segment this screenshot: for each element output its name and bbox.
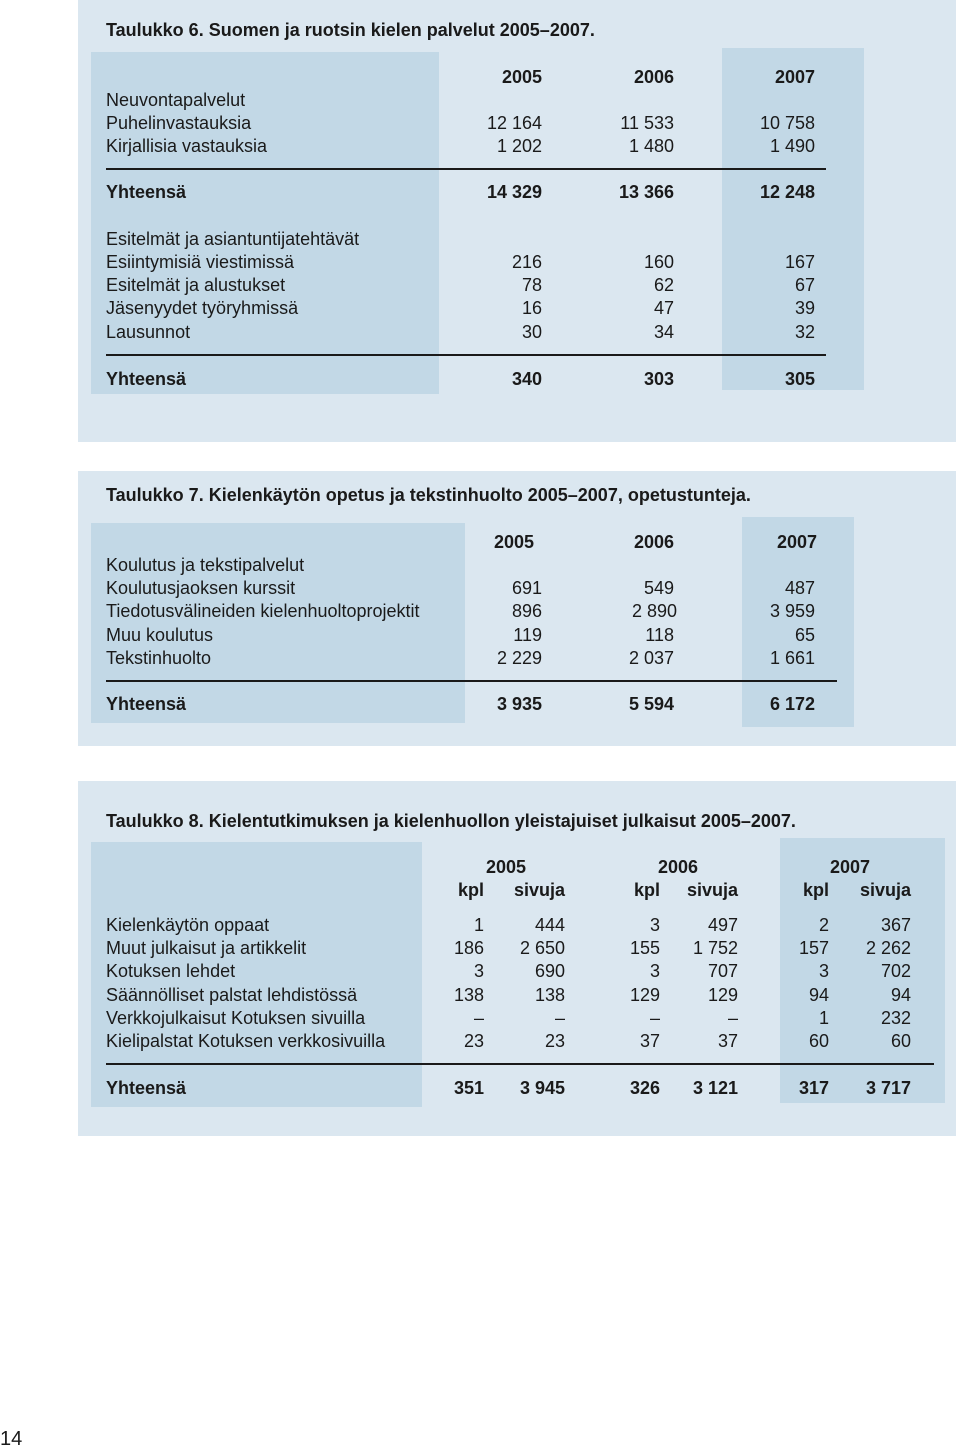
- table-cell: 155: [629, 938, 660, 958]
- table-row-label: Jäsenyydet työryhmissä: [106, 298, 299, 318]
- table-row-label: Esitelmät ja alustukset: [106, 275, 286, 295]
- table-cell: 94: [808, 985, 829, 1005]
- table-cell: 351: [453, 1078, 484, 1098]
- table7-year-2006: 2006: [633, 532, 674, 552]
- page-number: 14: [0, 1428, 23, 1450]
- table-cell: 16: [521, 298, 542, 318]
- table7-section-label: Koulutus ja tekstipalvelut: [106, 555, 305, 575]
- table-cell: 1: [473, 915, 484, 935]
- table-cell: 5 594: [628, 694, 674, 714]
- table-row-label: Koulutusjaoksen kurssit: [106, 578, 296, 598]
- table-cell: 3 935: [496, 694, 542, 714]
- table8-total-label: Yhteensä: [106, 1078, 187, 1098]
- table6-total-label: Yhteensä: [106, 369, 187, 389]
- table-row-label: Puhelinvastauksia: [106, 113, 252, 133]
- table7-title: Taulukko 7. Kielenkäytön opetus ja tekstinhuolto 2005–2007, opetustunteja.: [106, 485, 751, 505]
- table8-subheader-sivuja: sivuja: [686, 880, 738, 900]
- table-cell: 690: [534, 961, 565, 981]
- table-cell: 129: [707, 985, 738, 1005]
- table-cell: 23: [544, 1031, 565, 1051]
- table-row-label: Tiedotusvälineiden kielenhuoltoprojektit: [106, 601, 420, 621]
- table8-subheader-sivuja: sivuja: [513, 880, 565, 900]
- table-cell: 39: [794, 298, 815, 318]
- table-cell: 78: [521, 275, 542, 295]
- table-cell: 10 758: [759, 113, 815, 133]
- table-cell: 707: [707, 961, 738, 981]
- table-row-label: Kielipalstat Kotuksen verkkosivuilla: [106, 1031, 386, 1051]
- table7-divider: [106, 680, 837, 682]
- table-cell: 67: [794, 275, 815, 295]
- table-cell: –: [727, 1008, 738, 1028]
- table7-year-2007: 2007: [776, 532, 817, 552]
- table-cell: 138: [453, 985, 484, 1005]
- table-cell: –: [649, 1008, 660, 1028]
- table8-year-2006: 2006: [657, 857, 699, 877]
- table-cell: 160: [643, 252, 674, 272]
- table-cell: 1 752: [692, 938, 738, 958]
- table-row-label: Kotuksen lehdet: [106, 961, 236, 981]
- table-cell: 13 366: [618, 182, 674, 202]
- table-row-label: Muu koulutus: [106, 625, 214, 645]
- table-cell: 2 262: [865, 938, 911, 958]
- table-cell: 3 945: [519, 1078, 565, 1098]
- table8-title: Taulukko 8. Kielentutkimuksen ja kielenhuollon yleistajuiset julkaisut 2005–2007.: [106, 811, 796, 831]
- table-cell: 30: [521, 322, 542, 342]
- table7-year-2005: 2005: [493, 532, 534, 552]
- table-cell: 60: [808, 1031, 829, 1051]
- table-cell: 6 172: [769, 694, 815, 714]
- table-cell: 32: [794, 322, 815, 342]
- table-cell: 23: [463, 1031, 484, 1051]
- table8-subheader-kpl: kpl: [802, 880, 829, 900]
- table6-section-label: Esitelmät ja asiantuntijatehtävät: [106, 229, 360, 249]
- table-row-label: Esiintymisiä viestimissä: [106, 252, 295, 272]
- table-cell: 1 490: [769, 136, 815, 156]
- table-cell: 2 037: [628, 648, 674, 668]
- table-cell: 12 248: [759, 182, 815, 202]
- table6-year-2005: 2005: [501, 67, 542, 87]
- table-cell: 1: [818, 1008, 829, 1028]
- table-cell: 216: [511, 252, 542, 272]
- table-cell: 2: [818, 915, 829, 935]
- table-cell: 2 229: [496, 648, 542, 668]
- table-cell: 3: [649, 961, 660, 981]
- table8-subheader-kpl: kpl: [633, 880, 660, 900]
- table-cell: 3: [818, 961, 829, 981]
- table-cell: 3: [473, 961, 484, 981]
- table-cell: 2 890: [631, 601, 677, 621]
- table-cell: 62: [653, 275, 674, 295]
- table-cell: –: [473, 1008, 484, 1028]
- table6-title: Taulukko 6. Suomen ja ruotsin kielen palvelut 2005–2007.: [106, 20, 595, 40]
- table6-year-2006: 2006: [633, 67, 674, 87]
- table8-year-2007: 2007: [829, 857, 871, 877]
- table-cell: 444: [534, 915, 565, 935]
- table-cell: 11 533: [620, 113, 674, 133]
- table-cell: 157: [798, 938, 829, 958]
- table-cell: 691: [511, 578, 542, 598]
- table-cell: 47: [653, 298, 674, 318]
- table-cell: 12 164: [486, 113, 542, 133]
- table-row-label: Muut julkaisut ja artikkelit: [106, 938, 307, 958]
- table-cell: 303: [643, 369, 674, 389]
- table6-divider-2: [106, 354, 826, 356]
- table-cell: 2 650: [519, 938, 565, 958]
- table-cell: 138: [534, 985, 565, 1005]
- table-cell: 896: [511, 601, 542, 621]
- table6-divider-1: [106, 168, 826, 170]
- table-cell: 119: [513, 625, 542, 645]
- table8-divider: [106, 1063, 934, 1065]
- table-cell: 94: [890, 985, 911, 1005]
- table-cell: 1 480: [628, 136, 674, 156]
- table8-subheader-sivuja: sivuja: [859, 880, 911, 900]
- table-cell: 3 959: [769, 601, 815, 621]
- table-cell: 317: [798, 1078, 829, 1098]
- table-row-label: Tekstinhuolto: [106, 648, 212, 668]
- table6-subtotal-label: Yhteensä: [106, 182, 187, 202]
- table-row-label: Säännölliset palstat lehdistössä: [106, 985, 358, 1005]
- table6-year-2007: 2007: [774, 67, 815, 87]
- table8-year-2005: 2005: [485, 857, 527, 877]
- table-cell: 37: [717, 1031, 738, 1051]
- table-cell: 326: [629, 1078, 660, 1098]
- table-cell: 1 202: [496, 136, 542, 156]
- table7-total-label: Yhteensä: [106, 694, 187, 714]
- table-row-label: Verkkojulkaisut Kotuksen sivuilla: [106, 1008, 366, 1028]
- table-cell: 3 121: [692, 1078, 738, 1098]
- table-cell: 167: [784, 252, 815, 272]
- table-cell: 367: [880, 915, 911, 935]
- table-cell: 3: [649, 915, 660, 935]
- table6-section-label: Neuvontapalvelut: [106, 90, 246, 110]
- table-row-label: Lausunnot: [106, 322, 191, 342]
- table-row-label: Kirjallisia vastauksia: [106, 136, 268, 156]
- table-cell: 549: [643, 578, 674, 598]
- table-cell: 340: [511, 369, 542, 389]
- table-cell: 1 661: [769, 648, 815, 668]
- table-cell: 3 717: [865, 1078, 911, 1098]
- table-cell: 487: [784, 578, 815, 598]
- table8-subheader-kpl: kpl: [457, 880, 484, 900]
- table-cell: 14 329: [486, 182, 542, 202]
- table-cell: 305: [784, 369, 815, 389]
- table-cell: 118: [645, 625, 674, 645]
- table-cell: 129: [629, 985, 660, 1005]
- table-cell: 37: [639, 1031, 660, 1051]
- table-cell: 60: [890, 1031, 911, 1051]
- table-cell: 232: [880, 1008, 911, 1028]
- table-cell: 497: [707, 915, 738, 935]
- table-cell: 186: [453, 938, 484, 958]
- table-cell: –: [554, 1008, 565, 1028]
- table-cell: 702: [880, 961, 911, 981]
- table-cell: 34: [653, 322, 674, 342]
- table-row-label: Kielenkäytön oppaat: [106, 915, 270, 935]
- table-cell: 65: [794, 625, 815, 645]
